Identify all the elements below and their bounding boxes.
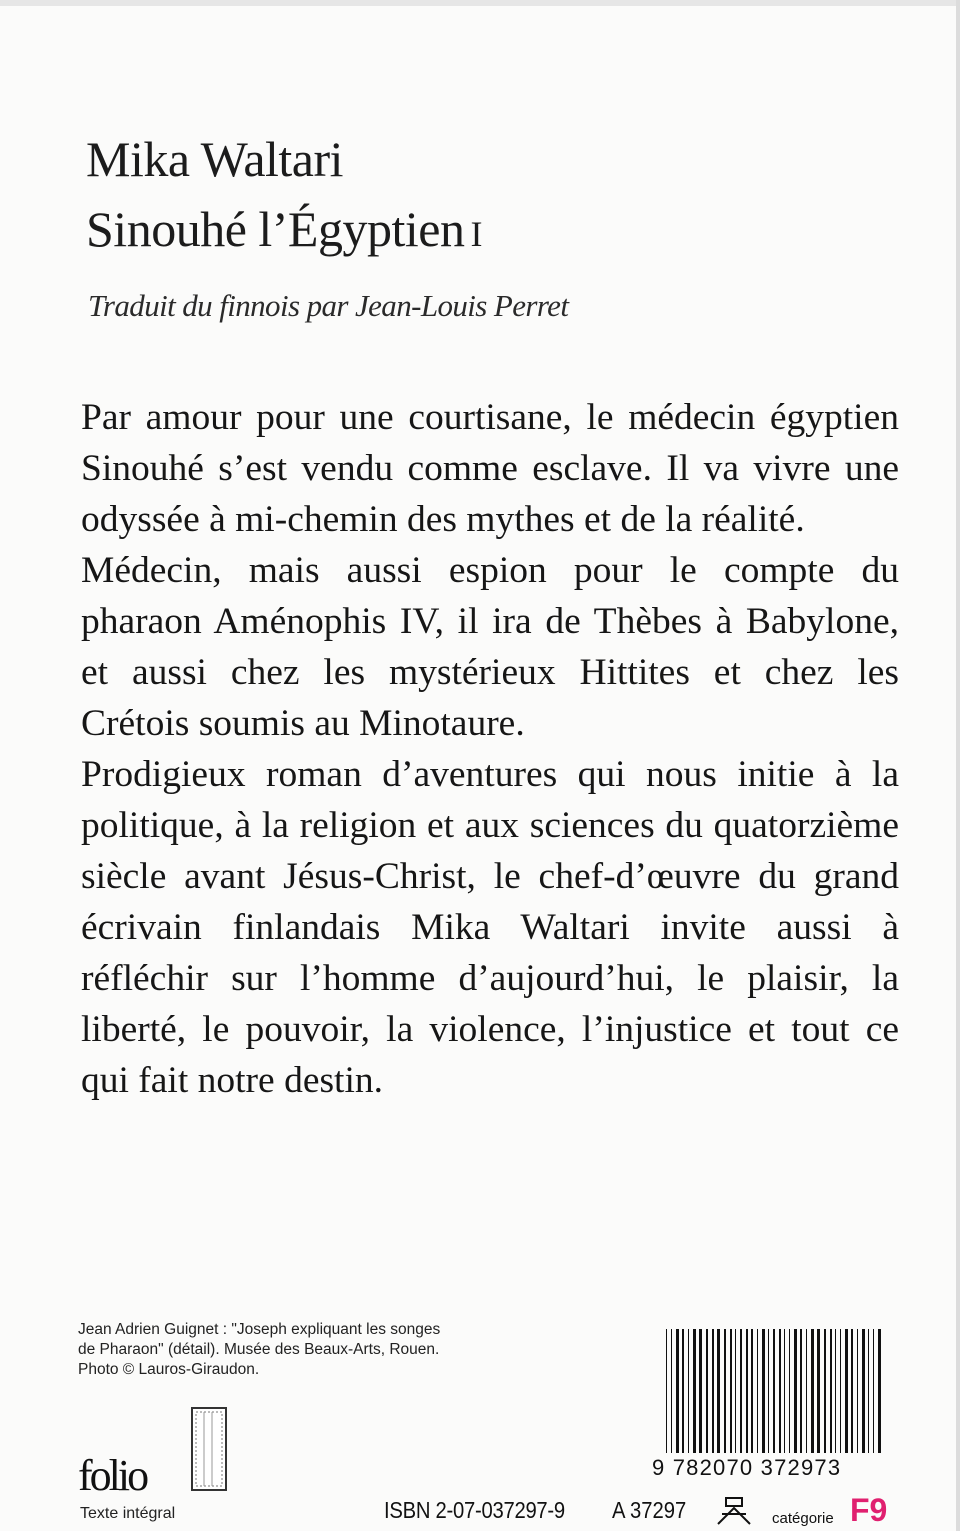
barcode-bar: [746, 1329, 748, 1453]
barcode: [652, 1325, 902, 1495]
barcode-bar: [666, 1329, 667, 1453]
barcode-bar: [800, 1329, 802, 1453]
barcode-bar: [851, 1329, 853, 1453]
image-credit: [78, 1320, 440, 1380]
author-name: Mika Waltari: [86, 131, 344, 187]
barcode-bar: [717, 1329, 720, 1453]
isbn: ISBN 2-07-037297-9: [384, 1497, 565, 1523]
barcode-bar: [817, 1329, 820, 1453]
barcode-bar: [688, 1329, 689, 1453]
scan-edge: [956, 0, 960, 1531]
barcode-bar: [706, 1329, 708, 1453]
blurb: [81, 392, 899, 1106]
barcode-bar: [682, 1329, 684, 1453]
barcode-bar: [699, 1329, 702, 1453]
barcode-bar: [824, 1329, 826, 1453]
category-emblem-icon: [712, 1496, 760, 1528]
blurb-paragraph: Par amour pour une courtisane, le médecin égyptien Sinouhé s’est vendu comme esclave. Il va vivre une odyssée à mi-chemin des mythes et de la réalité.: [81, 397, 899, 540]
barcode-bar: [757, 1329, 758, 1453]
barcode-bar: [789, 1329, 790, 1453]
catalog-code: A 37297: [612, 1497, 687, 1523]
credit-line: Jean Adrien Guignet : "Joseph expliquant les songes: [78, 1321, 441, 1338]
barcode-bar: [773, 1329, 775, 1453]
category-label: catégorie: [772, 1510, 834, 1527]
barcode-bar: [840, 1329, 841, 1453]
folio-logo: [78, 1400, 238, 1500]
book-title: [86, 198, 482, 265]
barcode-bar: [751, 1329, 753, 1453]
barcode-bar: [730, 1329, 732, 1453]
edition-note: Texte intégral: [80, 1505, 176, 1522]
barcode-bar: [845, 1329, 848, 1453]
barcode-bar: [762, 1329, 765, 1453]
barcode-bar: [779, 1329, 781, 1453]
barcode-bar: [868, 1329, 869, 1453]
barcode-bar: [740, 1329, 742, 1453]
credit-line: Photo © Lauros-Giraudon.: [78, 1361, 260, 1378]
barcode-digits: 9 782070 372973: [652, 1455, 842, 1480]
credit-line: de Pharaon" (détail). Musée des Beaux-Arts, Rouen.: [78, 1341, 440, 1358]
barcode-bar: [712, 1329, 714, 1453]
barcode-bar: [671, 1329, 672, 1453]
barcode-bar: [735, 1329, 736, 1453]
barcode-bar: [806, 1329, 807, 1453]
volume-number: I: [470, 214, 482, 254]
translator-line: Traduit du finnois par Jean-Louis Perret: [88, 288, 569, 323]
barcode-bar: [857, 1329, 858, 1453]
barcode-bar: [835, 1329, 836, 1453]
category-code: F9: [850, 1492, 888, 1528]
barcode-bar: [693, 1329, 696, 1453]
book-title-text: Sinouhé l’Égyptien: [86, 201, 465, 257]
barcode-bar: [724, 1329, 726, 1453]
scan-edge: [0, 0, 960, 6]
barcode-bars: [652, 1325, 902, 1455]
barcode-bar: [768, 1329, 769, 1453]
barcode-bar: [811, 1329, 814, 1453]
folio-wordmark: folio: [78, 1451, 147, 1500]
barcode-bar: [873, 1329, 874, 1453]
barcode-bar: [830, 1329, 832, 1453]
barcode-bar: [784, 1329, 785, 1453]
barcode-bar: [862, 1329, 865, 1453]
barcode-bar: [676, 1329, 679, 1453]
barcode-bar: [878, 1329, 881, 1453]
blurb-paragraph: Prodigieux roman d’aventures qui nous initie à la politique, à la religion et aux sciences du quatorzième siècle avant Jésus-Christ, le chef-d’œuvre du grand écrivain finlandais Mika Waltari invite aussi à réfléchir sur l’homme d’aujourd’hui, le plaisir, la liberté, le pouvoir, la violence, l’injustice et tout ce qui fait notre destin.: [81, 754, 899, 1101]
barcode-bar: [794, 1329, 797, 1453]
blurb-paragraph: Médecin, mais aussi espion pour le compte du pharaon Aménophis IV, il ira de Thèbes à Babylone, et aussi chez les mystérieux Hittites et chez les Crétois soumis au Minotaure.: [81, 550, 899, 744]
